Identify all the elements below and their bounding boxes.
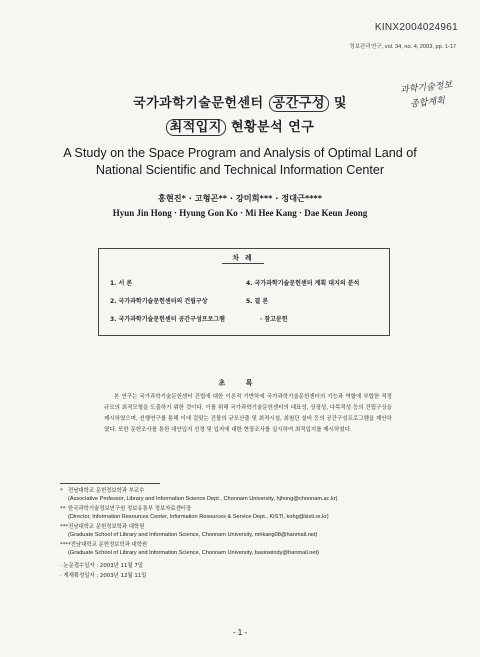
title-part: 국가과학기술문헌센터 [133,96,264,111]
submission-date: · 논문접수일자 : 2003년 11월 7일 [60,563,143,569]
toc-item: · 참고문헌 [260,316,288,323]
toc-item: 5. 결 론 [246,298,269,305]
title-part: 및 [333,96,347,111]
toc-heading: 차 례 [232,254,254,262]
handwritten-note-line-2: 종합계획 [409,96,446,110]
footnote-mark: *** [60,524,69,530]
footnote-english: (Associative Professor, Library and Information Science Dept., Chonnam University, hjhong@chonnam.ac.kr) [68,496,338,502]
english-title-line-2: National Scientific and Technical Information Center [95,163,385,177]
toc-item: 3. 국가과학기술문헌센터 공간구성프로그램 [110,316,225,323]
footnote-affiliation: 전남대학교 문헌정보학과 부교수 [68,488,145,494]
footnote [60,487,440,503]
footnote-affiliation: 한국과학기술정보연구원 정보유통부 정보자료센터장 [68,506,192,512]
authors-korean: 홍현진* · 고형곤** · 강미희*** · 정대근**** [157,193,323,203]
document-id: KINX2004024961 [374,22,458,33]
authors-english: Hyun Jin Hong · Hyung Gon Ko · Mi Hee Kang · Dae Keun Jeong [112,208,368,218]
footnote-mark: * [60,488,63,494]
journal-citation: 정보관리연구, vol. 34, no. 4, 2003, pp. 1-17 [349,44,456,50]
footnote-mark: ** [60,506,66,512]
page-number: - 1 - [232,628,248,637]
title-part: 현황분석 연구 [230,120,315,135]
highlighted-title-part: 공간구성 [269,95,329,112]
highlighted-title-part: 최적입지 [166,119,226,136]
footnote-affiliation: 전남대학교 문헌정보학과 대학원 [70,542,148,548]
footnote-english: (Graduate School of Library and Information Science, Chonnam University, basiowindy@hanmail.net) [68,550,319,556]
toc-heading-rule [222,263,264,264]
abstract-text: 본 연구는 국가과학기술문헌센터 건립에 대한 이론적 기반하에 국가과학기술문헌센터의 기능과 역할에 부합한 적정규모의 최적모형을 도출하기 위한 것이다. 이를 위해 국가과학기술문헌센터의 대표성, 상징성, 다목적성 등의 건립구상을 제시하였으며, 선행연구를 통해 이에 걸맞는 건물의 규모산출 및 최적시설, 최첨단 설비 등의 공간구성프로그램을 제안하였다. 또한 문헌조사를 통한 대안입지 선정 및 입지에 대한 현장조사를 실시하여 최적입지를 제시하였다. [104,394,392,434]
korean-title-line-2 [0,116,480,135]
abstract-heading: 초 록 [218,379,262,387]
toc-item: 4. 국가과학기술문헌센터 계획 대지의 분석 [246,280,360,287]
footnote [60,523,440,539]
footnote [60,505,440,521]
footnote [60,541,440,557]
toc-item: 2. 국가과학기술문헌센터의 건립구상 [110,298,208,305]
english-title-line-1: A Study on the Space Program and Analysis of Optimal Land of [63,146,417,160]
toc-item: 1. 서 론 [110,280,133,287]
handwritten-note-line-1: 과학기술정보 [399,80,453,96]
footnote-mark: **** [60,542,71,548]
footnote-english: (Director, Information Resources Center, Information Resources & Service Dept., KISTI, kohg@kisti.re.kr) [68,514,329,520]
footnote-affiliation: 전남대학교 문헌정보학과 대학원 [68,524,145,530]
footnote-english: (Graduate School of Library and Information Science, Chonnam University, mhkang08@hanmail.net) [68,532,318,538]
acceptance-date: · 게재확정일자 : 2003년 12월 11일 [60,573,147,579]
footnote-rule [60,483,160,484]
